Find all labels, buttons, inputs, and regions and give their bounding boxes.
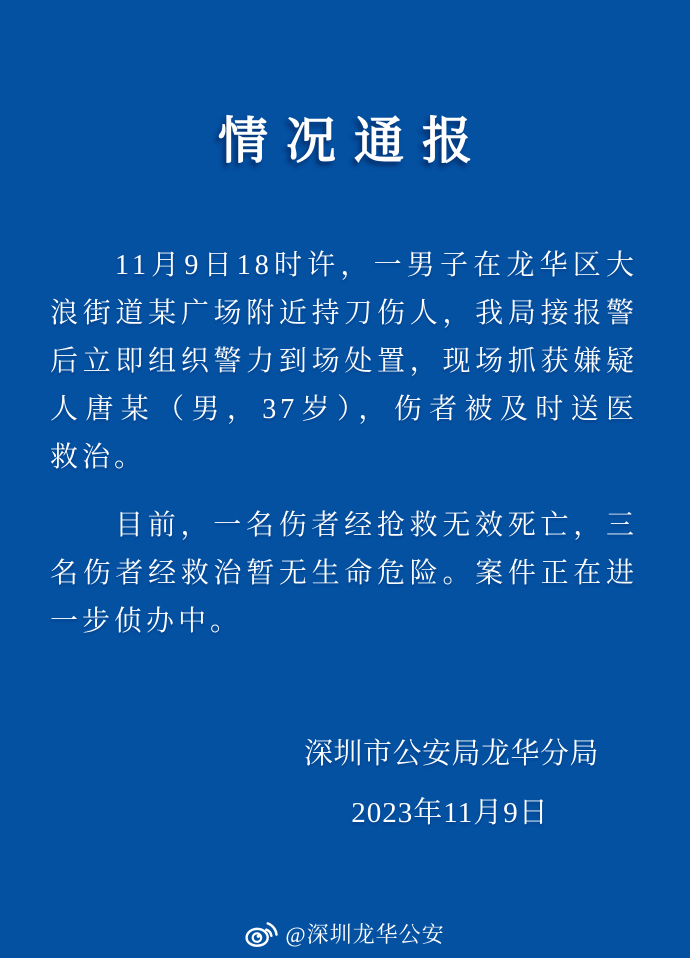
weibo-icon bbox=[245, 920, 278, 948]
issuing-authority: 深圳市公安局龙华分局 bbox=[304, 738, 600, 770]
notice-line: 一步侦办中。 bbox=[50, 606, 243, 637]
notice-title: 情况通报 bbox=[218, 113, 490, 169]
notice-line: 救治。 bbox=[50, 442, 147, 473]
notice-line: 浪街道某广场附近持刀伤人，我局接报警 bbox=[50, 298, 638, 329]
issue-date: 2023年11月9日 bbox=[351, 797, 549, 829]
notice-body bbox=[50, 242, 638, 646]
notice-line: 人唐某（男，37岁），伤者被及时送医 bbox=[50, 394, 638, 425]
notice-paragraph-1 bbox=[50, 242, 638, 482]
notice-paragraph-2 bbox=[50, 502, 638, 646]
notice-line: 目前，一名伤者经抢救无效死亡，三 bbox=[115, 510, 638, 541]
signature-block bbox=[304, 733, 600, 834]
notice-line: 11月9日18时许，一男子在龙华区大 bbox=[115, 250, 638, 281]
notice-line: 名伤者经救治暂无生命危险。案件正在进 bbox=[50, 558, 638, 589]
notice-line: 后立即组织警力到场处置，现场抓获嫌疑 bbox=[50, 346, 638, 377]
footer bbox=[0, 918, 690, 949]
weibo-handle: @深圳龙华公安 bbox=[285, 922, 445, 947]
